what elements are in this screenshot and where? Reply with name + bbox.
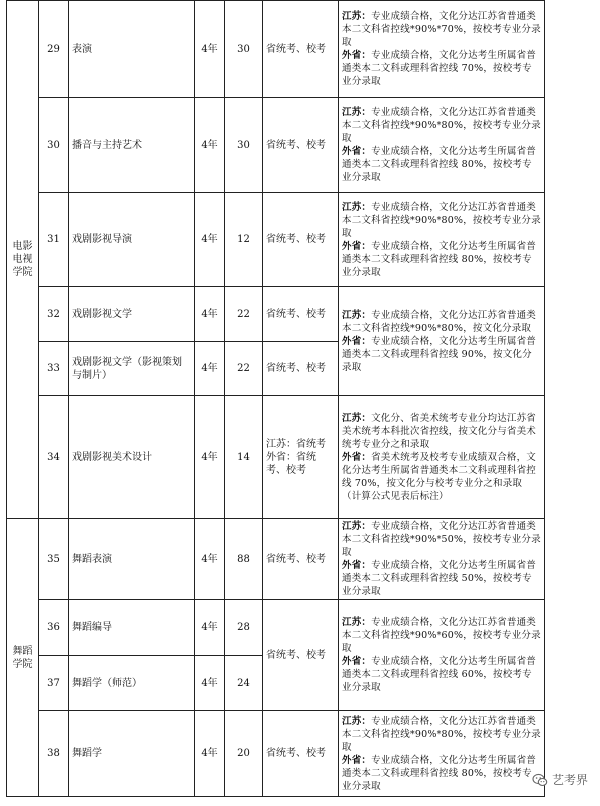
study-years: 4年 xyxy=(195,711,225,797)
watermark xyxy=(532,771,588,788)
requirement-text: 专业成绩合格，文化分达江苏省普通类本二文科省控线*90%*80%，按校考专业分录取 xyxy=(342,107,541,144)
major-name: 戏剧影视文学 xyxy=(69,287,195,342)
requirement-text: 专业成绩合格，文化分达考生所属省普通类本二文科或理科省控线 80%，按校考专业分录取 xyxy=(342,240,537,278)
plan-count: 20 xyxy=(225,711,263,797)
row-number: 38 xyxy=(39,711,69,797)
college-name: 电影电视学院 xyxy=(12,241,33,278)
region-label: 江苏： xyxy=(342,412,372,424)
row-number: 34 xyxy=(39,396,69,519)
study-years: 4年 xyxy=(195,519,225,600)
exam-type: 省统考、校考 xyxy=(263,519,339,600)
major-name: 播音与主持艺术 xyxy=(69,98,195,193)
region-label: 外省： xyxy=(342,50,372,61)
study-years: 4年 xyxy=(195,396,225,519)
requirement-text: 专业成绩合格，文化分达江苏省普通类本二文科省控线*90%*80%，按文化分录取 xyxy=(342,309,537,334)
row-number: 29 xyxy=(39,1,69,98)
study-years: 4年 xyxy=(195,656,225,711)
requirement-cell xyxy=(339,98,545,193)
row-number: 30 xyxy=(39,98,69,193)
table-row xyxy=(7,600,545,656)
requirement-cell xyxy=(339,1,545,98)
requirement-text: 专业成绩合格，文化分达考生所属省普通类本二文科或理科省控线 80%，按校考专业分录取 xyxy=(342,754,537,792)
region-label: 外省： xyxy=(342,146,372,157)
region-label: 江苏： xyxy=(342,309,372,321)
requirement-text: 专业成绩合格，文化分达江苏省普通类本二文科省控线*90%*50%，按校考专业分录取 xyxy=(342,521,541,558)
study-years: 4年 xyxy=(195,193,225,287)
row-number: 33 xyxy=(39,342,69,396)
requirement-text: 专业成绩合格，文化分达江苏省普通类本二文科省控线*90%*60%，按校考专业分录取 xyxy=(342,617,541,654)
requirement-text: 专业成绩合格，文化分达考生所属省普通类本二文科或理科省控线 60%，按校考专业分录取 xyxy=(342,656,537,693)
table-row xyxy=(7,519,545,600)
row-number: 37 xyxy=(39,656,69,711)
admission-table xyxy=(6,0,545,797)
requirement-text: 专业成绩合格，文化分达考生所属省普通类本二文科或理科省控线 80%，按校考专业分录取 xyxy=(342,146,537,183)
plan-count: 12 xyxy=(225,193,263,287)
requirement-cell xyxy=(339,287,545,396)
plan-count: 28 xyxy=(225,600,263,656)
requirement-text: 专业成绩合格，文化分达江苏省普通类本二文科省控线*90%*70%，按校考专业分录取 xyxy=(342,11,541,48)
requirement-cell xyxy=(339,396,545,519)
region-label: 江苏： xyxy=(342,107,372,118)
table-row xyxy=(7,287,545,342)
exam-type: 省统考、校考 xyxy=(263,98,339,193)
plan-count: 24 xyxy=(225,656,263,711)
plan-count: 22 xyxy=(225,287,263,342)
table-row xyxy=(7,711,545,797)
exam-type: 江苏：省统考 外省：省统考、校考 xyxy=(263,396,339,519)
major-name: 舞蹈学 xyxy=(69,711,195,797)
exam-type: 省统考、校考 xyxy=(263,287,339,342)
region-label: 外省： xyxy=(342,451,372,463)
row-number: 31 xyxy=(39,193,69,287)
plan-count: 14 xyxy=(225,396,263,519)
requirement-text: 文化分、省美术统考专业分均达江苏省美术统考本科批次省控线，按文化分与省美术统考专业分之和录取 xyxy=(342,412,537,450)
exam-type: 省统考、校考 xyxy=(263,193,339,287)
major-name: 戏剧影视文学（影视策划与制片） xyxy=(69,342,195,396)
study-years: 4年 xyxy=(195,600,225,656)
region-label: 外省： xyxy=(342,560,372,571)
region-label: 外省： xyxy=(342,240,372,252)
requirement-cell xyxy=(339,193,545,287)
major-name: 戏剧影视美术设计 xyxy=(69,396,195,519)
requirement-cell xyxy=(339,600,545,711)
major-name: 舞蹈学（师范） xyxy=(69,656,195,711)
exam-type: 省统考、校考 xyxy=(263,342,339,396)
row-number: 36 xyxy=(39,600,69,656)
requirement-cell xyxy=(339,519,545,600)
region-label: 江苏： xyxy=(342,617,372,628)
region-label: 外省： xyxy=(342,754,372,766)
row-number: 35 xyxy=(39,519,69,600)
requirement-text: 专业成绩合格，文化分达江苏省普通类本二文科省控线*90%*80%，按校考专业分录取 xyxy=(342,201,541,239)
plan-count: 30 xyxy=(225,98,263,193)
watermark-text: 艺考界 xyxy=(551,773,588,787)
table-row xyxy=(7,396,545,519)
table-row xyxy=(7,98,545,193)
major-name: 舞蹈编导 xyxy=(69,600,195,656)
row-number: 32 xyxy=(39,287,69,342)
region-label: 外省： xyxy=(342,335,372,347)
requirement-text: 专业成绩合格，文化分达考生所属省普通类本二文科或理科省控线 50%，按校考专业分录取 xyxy=(342,560,537,597)
major-name: 表演 xyxy=(69,1,195,98)
plan-count: 30 xyxy=(225,1,263,98)
requirement-text: 专业成绩合格，文化分达江苏省普通类本二文科省控线*90%*80%，按校考专业分录取 xyxy=(342,715,541,753)
study-years: 4年 xyxy=(195,1,225,98)
region-label: 江苏： xyxy=(342,715,372,727)
major-name: 舞蹈表演 xyxy=(69,519,195,600)
region-label: 江苏： xyxy=(342,201,372,213)
college-cell xyxy=(7,519,39,797)
table-row xyxy=(7,1,545,98)
college-cell xyxy=(7,1,39,519)
table-row xyxy=(7,193,545,287)
study-years: 4年 xyxy=(195,98,225,193)
requirement-text: 专业成绩合格，文化分达考生所属省普通类本二文科或理科省控线 90%，按文化分录取 xyxy=(342,335,537,373)
requirement-text: 省美术统考及校考专业成绩双合格，文化分达考生所属省普通类本二文科或理科省控线 70%，按文化分与校考专业分之和录取（计算公式见表后标注） xyxy=(342,451,537,502)
region-label: 外省： xyxy=(342,656,372,667)
plan-count: 22 xyxy=(225,342,263,396)
college-name: 舞蹈学院 xyxy=(12,645,33,670)
major-name: 戏剧影视导演 xyxy=(69,193,195,287)
exam-type: 省统考、校考 xyxy=(263,1,339,98)
study-years: 4年 xyxy=(195,342,225,396)
plan-count: 88 xyxy=(225,519,263,600)
exam-type: 省统考、校考 xyxy=(263,711,339,797)
study-years: 4年 xyxy=(195,287,225,342)
requirement-text: 专业成绩合格，文化分达考生所属省普通类本二文科或理科省控线 70%，按校考专业分录取 xyxy=(342,50,537,87)
region-label: 江苏： xyxy=(342,521,372,532)
requirement-cell xyxy=(339,711,545,797)
region-label: 江苏： xyxy=(342,11,372,22)
exam-type: 省统考、校考 xyxy=(263,600,339,711)
wechat-icon xyxy=(532,772,548,788)
